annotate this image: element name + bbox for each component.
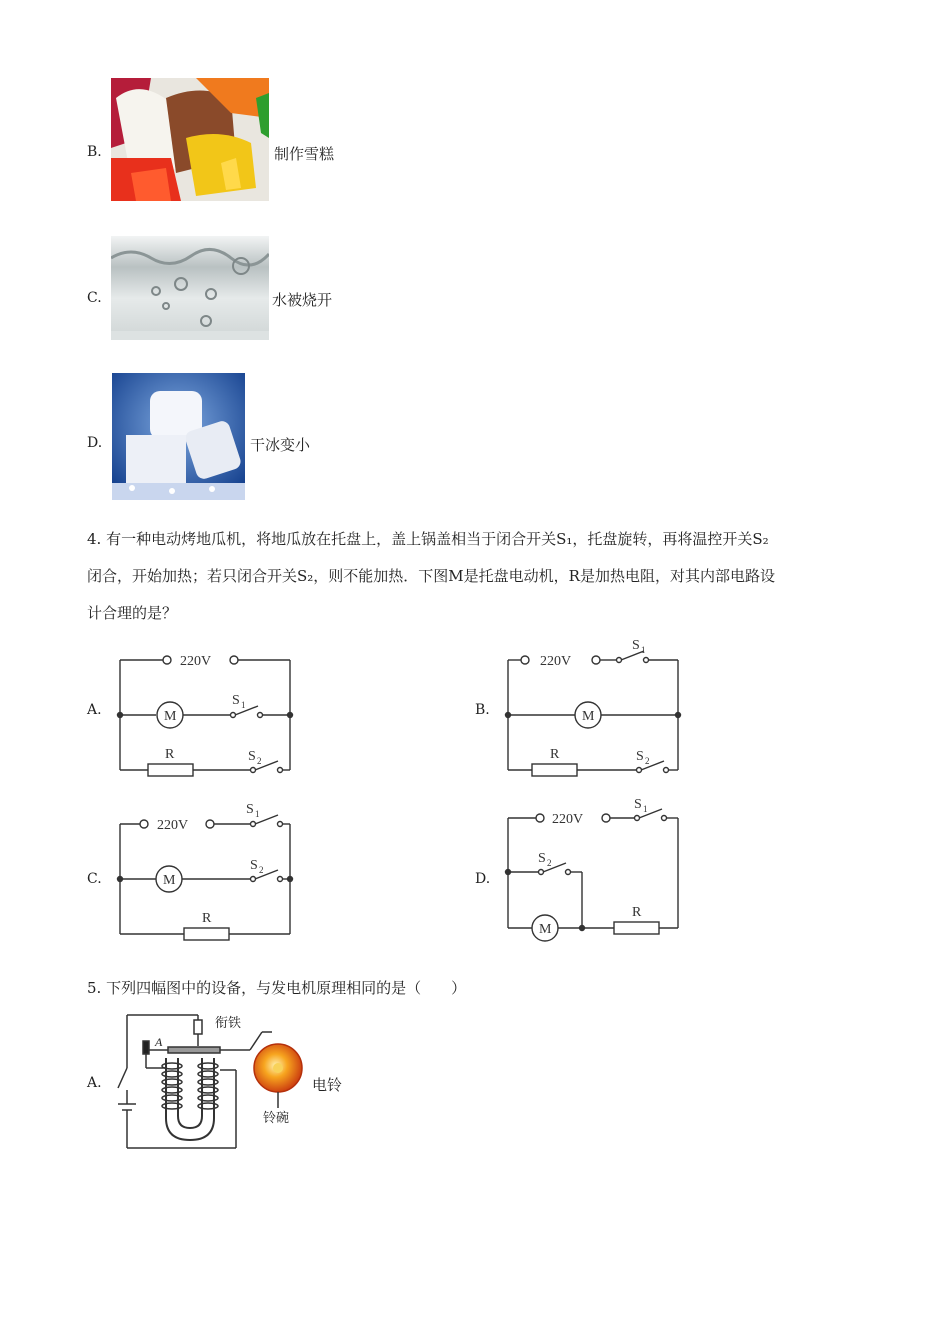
circuit-a-motor-label: M [164, 709, 177, 724]
question-4-line-3: 计合理的是？ [87, 604, 178, 622]
circuit-d-resistor-label: R [632, 905, 642, 920]
circuit-a-resistor-label: R [165, 747, 175, 762]
circuit-option-a-letter: A. [87, 702, 102, 718]
electric-bell-diagram [110, 1008, 310, 1157]
option-c-letter: C. [87, 290, 102, 306]
circuit-d-motor-label: M [539, 922, 552, 937]
circuit-b-resistor-label: R [550, 747, 560, 762]
label-a: A [155, 1035, 163, 1049]
circuit-b-s1-label: S [632, 638, 640, 653]
option-b-caption: 制作雪糕 [274, 145, 335, 163]
option-c-caption: 水被烧开 [272, 291, 333, 309]
svg-text:1: 1 [255, 809, 260, 819]
circuit-c-s2-label: S [250, 858, 258, 873]
svg-text:2: 2 [645, 756, 650, 766]
q5-option-a-letter: A. [87, 1075, 102, 1091]
circuit-a-diagram [110, 640, 300, 784]
circuit-option-b-letter: B. [475, 702, 490, 718]
label-armature: 衔铁 [215, 1015, 242, 1030]
circuit-b-s2-label: S [636, 749, 644, 764]
circuit-c-diagram [110, 795, 300, 947]
question-4-text [87, 521, 857, 632]
svg-text:1: 1 [643, 804, 648, 814]
circuit-option-c-letter: C. [87, 871, 102, 887]
svg-text:1: 1 [641, 645, 646, 655]
circuit-c-motor-label: M [163, 873, 176, 888]
question-4-line-2: 闭合，开始加热；若只闭合开关S₂，则不能加热．下图M是托盘电动机，R是加热电阻，对其内部电路设 [87, 567, 775, 585]
option-b-letter: B. [87, 144, 102, 160]
circuit-d-s1-label: S [634, 797, 642, 812]
circuit-option-d-letter: D. [475, 871, 491, 887]
q5-option-a-caption: 电铃 [312, 1076, 343, 1094]
circuit-b-motor-label: M [582, 709, 595, 724]
svg-text:2: 2 [259, 865, 264, 875]
circuit-d-s2-label: S [538, 851, 546, 866]
circuit-a-s1-label: S [232, 693, 240, 708]
question-5-text: 5. 下列四幅图中的设备，与发电机原理相同的是（ ） [87, 979, 467, 997]
option-d-caption: 干冰变小 [250, 436, 311, 454]
svg-text:2: 2 [547, 858, 552, 868]
circuit-b-diagram [498, 632, 688, 784]
circuit-a-voltage-label: 220V [180, 654, 212, 669]
circuit-d-diagram [498, 790, 688, 954]
label-bell-bowl: 铃碗 [263, 1110, 290, 1125]
popsicle-image [111, 78, 269, 201]
option-d-letter: D. [87, 435, 103, 451]
circuit-d-voltage-label: 220V [552, 812, 584, 827]
circuit-b-voltage-label: 220V [540, 654, 572, 669]
circuit-a-s2-label: S [248, 749, 256, 764]
svg-text:2: 2 [257, 756, 262, 766]
question-4-line-1: 4. 有一种电动烤地瓜机，将地瓜放在托盘上，盖上锅盖相当于闭合开关S₁，托盘旋转，再将温控开关S₂ [87, 530, 769, 548]
circuit-c-resistor-label: R [202, 911, 212, 926]
circuit-c-voltage-label: 220V [157, 818, 189, 833]
boiling-water-image [111, 236, 269, 340]
dry-ice-image [112, 373, 245, 500]
circuit-c-s1-label: S [246, 802, 254, 817]
svg-text:1: 1 [241, 700, 246, 710]
